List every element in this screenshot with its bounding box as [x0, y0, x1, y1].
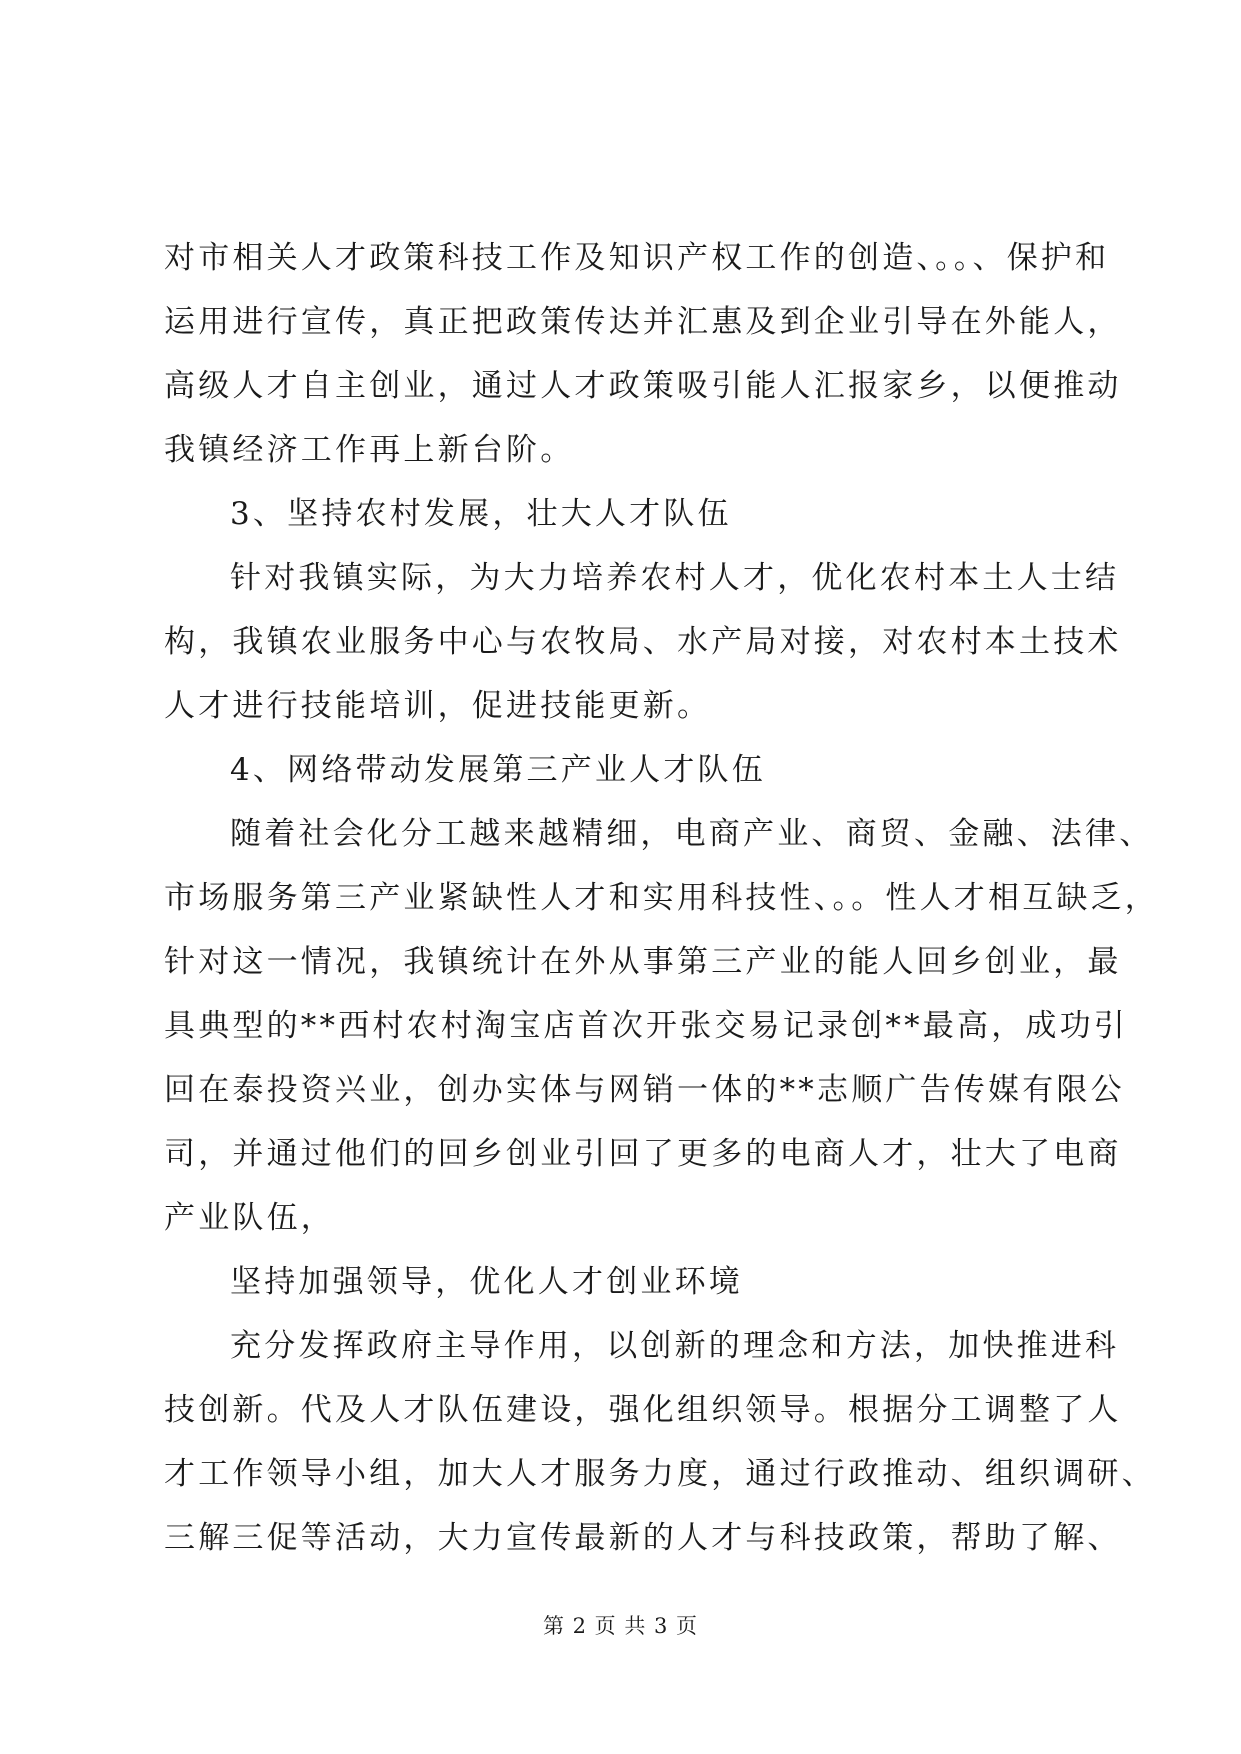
text-line: 产业队伍，	[164, 1200, 335, 1236]
text-line: 充分发挥政府主导作用，以创新的理念和方法，加快推进科	[230, 1328, 1120, 1364]
text-line: 高级人才自主创业，通过人才政策吸引能人汇报家乡，以便推动	[164, 368, 1122, 404]
text-line: 三解三促等活动，大力宣传最新的人才与科技政策，帮助了解、	[164, 1520, 1122, 1556]
text-line: 构，我镇农业服务中心与农牧局、水产局对接，对农村本土技术	[164, 624, 1122, 660]
text-line: 针对我镇实际，为大力培养农村人才，优化农村本土人士结	[230, 560, 1120, 596]
text-line: 我镇经济工作再上新台阶。	[164, 432, 575, 468]
text-line: 才工作领导小组，加大人才服务力度，通过行政推动、组织调研、	[164, 1456, 1156, 1492]
text-line: 技创新。代及人才队伍建设，强化组织领导。根据分工调整了人	[164, 1392, 1122, 1428]
text-line: 具典型的**西村农村淘宝店首次开张交易记录创**最高，成功引	[164, 1008, 1128, 1044]
text-line: 运用进行宣传，真正把政策传达并汇惠及到企业引导在外能人，	[164, 304, 1122, 340]
text-line: 市场服务第三产业紧缺性人才和实用科技性、。。性人才相互缺乏，	[164, 880, 1159, 916]
text-line: 人才进行技能培训，促进技能更新。	[164, 688, 712, 724]
document-body	[164, 226, 1159, 1570]
text-line: 3、坚持农村发展，壮大人才队伍	[230, 496, 732, 532]
text-line: 针对这一情况，我镇统计在外从事第三产业的能人回乡创业，最	[164, 944, 1122, 980]
page-footer: 第 2 页 共 3 页	[542, 1614, 699, 1638]
text-line: 4、网络带动发展第三产业人才队伍	[230, 752, 766, 788]
text-line: 司，并通过他们的回乡创业引回了更多的电商人才，壮大了电商	[164, 1136, 1122, 1172]
text-line: 对市相关人才政策科技工作及知识产权工作的创造、。。、保护和	[164, 240, 1110, 276]
text-line: 坚持加强领导，优化人才创业环境	[230, 1264, 743, 1300]
text-line: 回在泰投资兴业，创办实体与网销一体的**志顺广告传媒有限公	[164, 1072, 1125, 1108]
text-line: 随着社会化分工越来越精细，电商产业、商贸、金融、法律、	[230, 816, 1154, 852]
